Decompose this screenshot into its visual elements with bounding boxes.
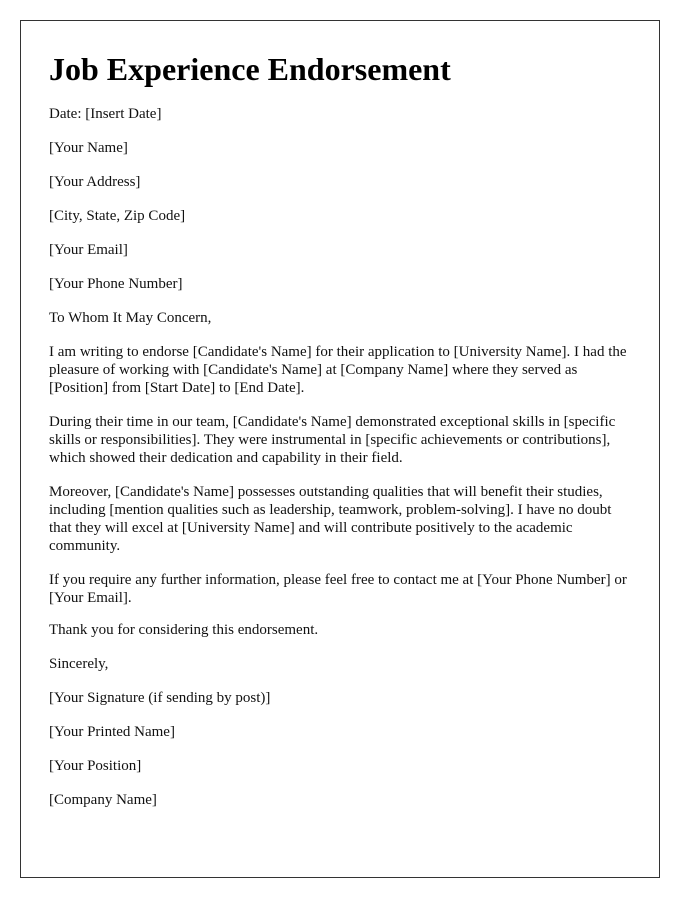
closing-line: Sincerely, — [49, 656, 109, 672]
date-line: Date: [Insert Date] — [49, 106, 162, 122]
sender-email: [Your Email] — [49, 242, 128, 258]
sender-address: [Your Address] — [49, 174, 141, 190]
letter-content — [49, 49, 629, 825]
thank-you-line: Thank you for considering this endorsement. — [49, 622, 319, 638]
body-paragraph-qualities: Moreover, [Candidate's Name] possesses outstanding qualities that will benefit their studies, including [mention qualities such as leadership, teamwork, problem-solving]. I have no doubt that they will excel at [University Name] and will contribute positively to the academic community. — [49, 484, 612, 554]
body-paragraph-intro: I am writing to endorse [Candidate's Name] for their application to [University Name]. I had the pleasure of working with [Candidate's Name] at [Company Name] where they served as [Position] from [Start Date] to [End Date]. — [49, 344, 627, 396]
printed-name-line: [Your Printed Name] — [49, 724, 175, 740]
body-paragraph-contact: If you require any further information, please feel free to contact me at [Your Phone Number] or [Your Email]. — [49, 572, 627, 606]
letter-frame — [20, 20, 660, 878]
sender-city-state-zip: [City, State, Zip Code] — [49, 208, 186, 224]
sender-phone: [Your Phone Number] — [49, 276, 183, 292]
position-line: [Your Position] — [49, 758, 142, 774]
sender-name: [Your Name] — [49, 140, 128, 156]
signature-line: [Your Signature (if sending by post)] — [49, 690, 271, 706]
body-paragraph-skills: During their time in our team, [Candidate's Name] demonstrated exceptional skills in [specific skills or responsibilities]. They were instrumental in [specific achievements or contributions], which showed their dedication and capability in their field. — [49, 414, 616, 466]
document-title: Job Experience Endorsement — [49, 51, 451, 87]
company-line: [Company Name] — [49, 792, 157, 808]
salutation: To Whom It May Concern, — [49, 310, 212, 326]
